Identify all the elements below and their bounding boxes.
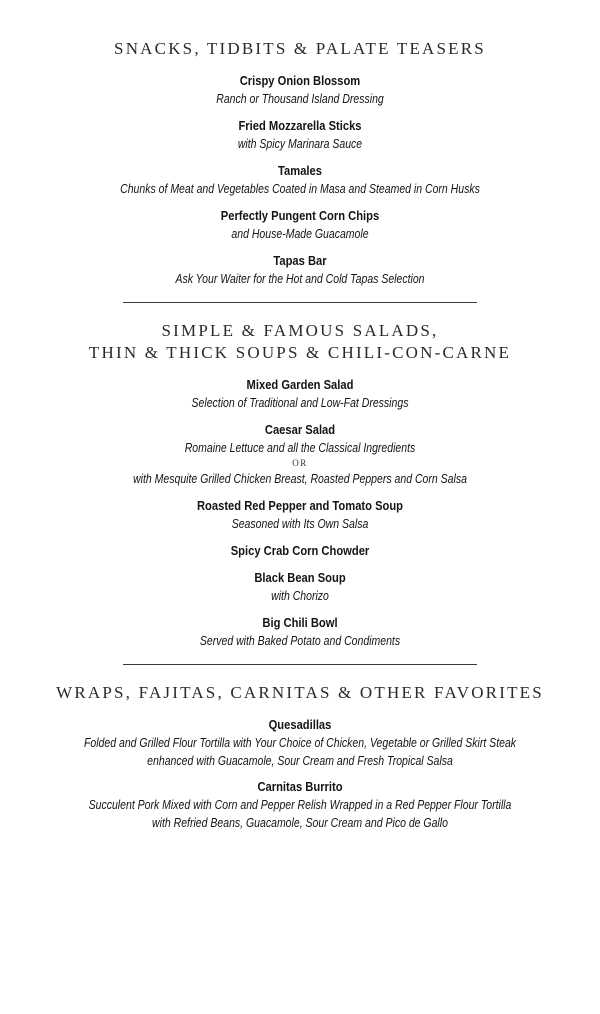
menu-item-description: with Chorizo	[271, 589, 329, 603]
menu-item-description: Ask Your Waiter for the Hot and Cold Tapas Selection	[175, 272, 425, 286]
menu-item	[0, 542, 600, 560]
menu-item	[0, 252, 600, 288]
menu-item	[0, 614, 600, 650]
menu-item-description: Folded and Grilled Flour Tortilla with Your Choice of Chicken, Vegetable or Grilled Skirt Steak	[83, 736, 517, 750]
menu-item-description: enhanced with Guacamole, Sour Cream and Fresh Tropical Salsa	[147, 754, 453, 768]
menu-item-name: Spicy Crab Corn Chowder	[230, 543, 370, 558]
menu-item	[0, 716, 600, 770]
menu-item-name: Crispy Onion Blossom	[239, 73, 361, 88]
menu-item-description: with Spicy Marinara Sauce	[237, 137, 363, 151]
menu-item-description: with Refried Beans, Guacamole, Sour Cream and Pico de Gallo	[152, 816, 448, 830]
or-separator: OR	[292, 458, 308, 468]
menu-item-name: Carnitas Burrito	[257, 779, 343, 794]
menu-item-description: Seasoned with Its Own Salsa	[231, 517, 369, 531]
menu-item-name: Fried Mozzarella Sticks	[238, 118, 362, 133]
menu-item-name: Mixed Garden Salad	[246, 377, 354, 392]
menu-item-description: and House-Made Guacamole	[231, 227, 369, 241]
menu-item	[0, 162, 600, 198]
section-title-line: SIMPLE & FAMOUS SALADS,	[161, 321, 439, 340]
section-title: WRAPS, FAJITAS, CARNITAS & OTHER FAVORITES	[56, 683, 544, 702]
menu-item-description: Selection of Traditional and Low-Fat Dressings	[191, 396, 409, 410]
menu-item-description: Served with Baked Potato and Condiments	[199, 634, 401, 648]
menu-item-name: Quesadillas	[268, 717, 332, 732]
menu-item-description: Succulent Pork Mixed with Corn and Pepper Relish Wrapped in a Red Pepper Flour Tortilla	[88, 798, 512, 812]
menu-item	[0, 376, 600, 412]
section-title: SNACKS, TIDBITS & PALATE TEASERS	[114, 39, 486, 58]
menu-item-name: Black Bean Soup	[254, 570, 346, 585]
menu-item-name: Tapas Bar	[273, 253, 327, 268]
section-divider	[123, 302, 477, 303]
menu-item	[0, 117, 600, 153]
menu-item-name: Caesar Salad	[264, 422, 336, 437]
section-title-line: THIN & THICK SOUPS & CHILI-CON-CARNE	[88, 343, 512, 362]
menu-item-name: Tamales	[278, 163, 322, 178]
menu-item-name: Roasted Red Pepper and Tomato Soup	[196, 498, 404, 513]
menu-item-description: Chunks of Meat and Vegetables Coated in Masa and Steamed in Corn Husks	[120, 182, 480, 196]
menu-item	[0, 207, 600, 243]
menu-item	[0, 72, 600, 108]
menu-item	[0, 497, 600, 533]
menu-item	[0, 569, 600, 605]
menu-item-description: Ranch or Thousand Island Dressing	[216, 92, 384, 106]
menu-section-salads-soups	[0, 320, 600, 650]
menu-item-description: with Mesquite Grilled Chicken Breast, Roasted Peppers and Corn Salsa	[133, 472, 467, 486]
menu-item-name: Big Chili Bowl	[262, 615, 338, 630]
menu-item	[0, 421, 600, 488]
section-divider	[123, 664, 477, 665]
section-title	[0, 320, 600, 364]
menu-item-description: Romaine Lettuce and all the Classical Ingredients	[184, 441, 416, 455]
menu-item	[0, 778, 600, 832]
menu-item-name: Perfectly Pungent Corn Chips	[220, 208, 380, 223]
menu-section-wraps-fajitas	[0, 682, 600, 832]
menu-section-snacks	[0, 38, 600, 288]
